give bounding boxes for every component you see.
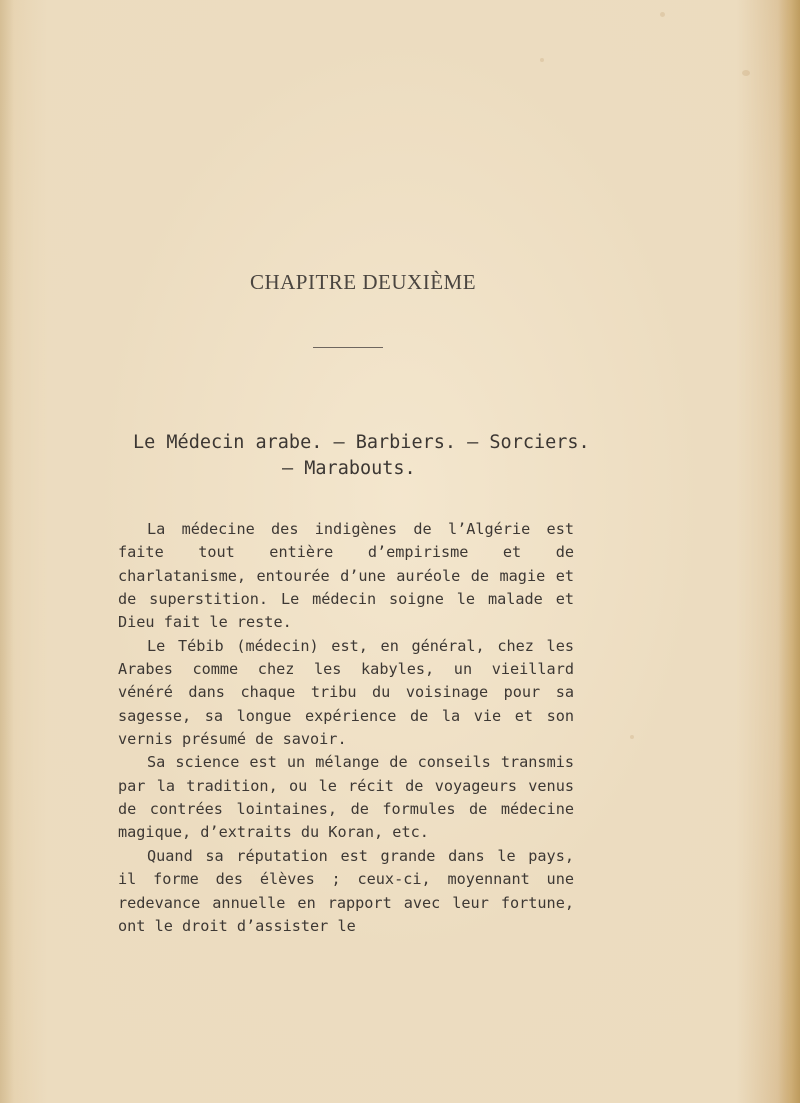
- paragraph: La médecine des indigènes de l’Algérie est faite tout entière d’empirisme et de charlatanisme, entourée d’une auréole de magie et de superstition. Le médecin soigne le malade et Dieu fait le reste.: [118, 520, 574, 632]
- chapter-title: CHAPITRE DEUXIÈME: [249, 270, 477, 294]
- paper-stain: [540, 58, 544, 62]
- chapter-summary-line-2: — Marabouts.: [282, 458, 416, 479]
- paragraph: Sa science est un mélange de conseils transmis par la tradition, ou le récit de voyageurs venus de contrées lointaines, de formules de médecine magique, d’extraits du Koran, etc.: [118, 753, 574, 842]
- chapter-summary-line-1: Le Médecin arabe. — Barbiers. — Sorciers.: [133, 432, 590, 453]
- paper-stain: [742, 70, 750, 76]
- paragraph: Le Tébib (médecin) est, en général, chez les Arabes comme chez les kabyles, un vieillard vénéré dans chaque tribu du voisinage pour sa sagesse, sa longue expérience de la vie et son vernis présumé de savoir.: [118, 636, 574, 749]
- title-rule: [313, 347, 383, 348]
- paper-left-edge: [0, 0, 14, 1103]
- paper-right-edge: [778, 0, 800, 1103]
- body-text: [118, 518, 574, 938]
- paper-stain: [660, 12, 665, 17]
- paragraph: Quand sa réputation est grande dans le pays, il forme des élèves ; ceux-ci, moyennant une redevance annuelle en rapport avec leur fortune, ont le droit d’assister le: [118, 846, 574, 935]
- paper-stain: [630, 735, 634, 739]
